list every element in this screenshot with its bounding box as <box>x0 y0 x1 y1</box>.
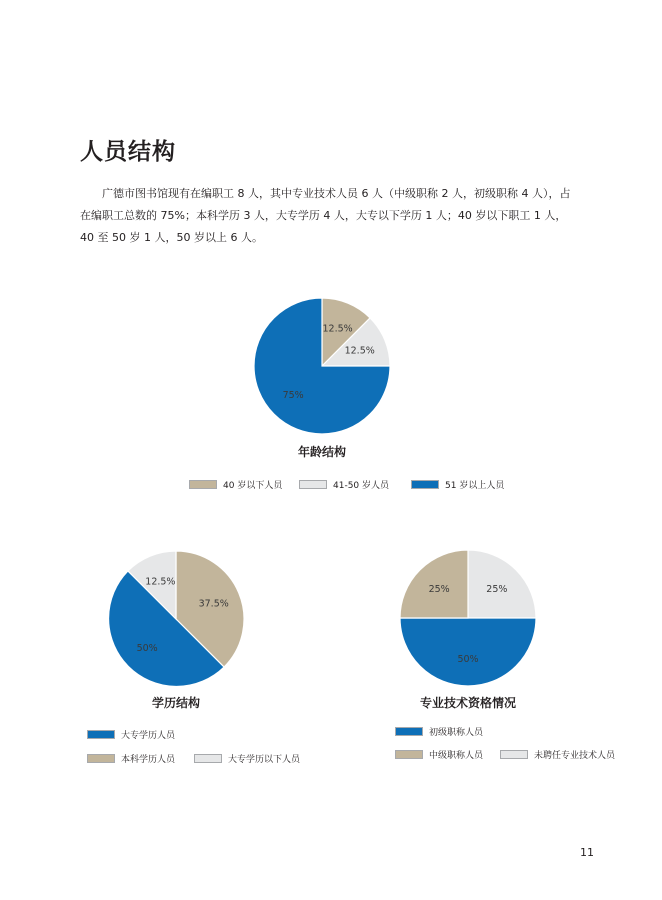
legend-item-bachelor <box>87 752 175 765</box>
legend-item-age-41-50 <box>299 478 389 491</box>
legend-swatch <box>395 727 423 736</box>
pie-slice-label: 50% <box>136 642 158 654</box>
age-structure-pie <box>252 296 392 436</box>
education-structure-pie <box>106 549 246 689</box>
legend-label: 初级职称人员 <box>429 728 484 738</box>
pie-slice-label: 75% <box>282 389 304 401</box>
intro-text: 广德市图书馆现有在编职工 8 人，其中专业技术人员 6 人（中级职称 2 人，初级职称 4 人），占在编职工总数的 75%；本科学历 3 人，大专学历 4 人，大专以下学历 1 人；40 岁以下职工 1 人，40 至 50 岁 1 人，50 岁以上 6 人。 <box>80 187 571 244</box>
legend-item-unappointed <box>500 748 615 761</box>
education-structure-title: 学历结构 <box>151 696 200 710</box>
legend-swatch <box>189 480 217 489</box>
qualification-title: 专业技术资格情况 <box>419 696 516 710</box>
pie-slice <box>400 618 536 686</box>
qualification-pie <box>398 548 538 688</box>
legend-swatch <box>395 750 423 759</box>
legend-item-middle-title <box>395 748 483 761</box>
pie-slice-label: 12.5% <box>145 576 176 588</box>
legend-label: 中级职称人员 <box>429 751 484 761</box>
legend-label: 41-50 岁人员 <box>333 481 390 491</box>
pie-slice-label: 12.5% <box>322 323 353 335</box>
pie-slice-label: 25% <box>428 584 450 596</box>
pie-slice-label: 12.5% <box>344 345 375 357</box>
legend-swatch <box>194 754 222 763</box>
age-structure-title: 年龄结构 <box>297 445 346 459</box>
legend-item-age-under-40 <box>189 478 282 491</box>
page-heading: 人员结构 <box>80 139 176 165</box>
intro-paragraph <box>80 183 580 249</box>
legend-item-college <box>87 728 175 741</box>
legend-swatch <box>411 480 439 489</box>
legend-item-junior-title <box>395 725 483 738</box>
legend-swatch <box>87 754 115 763</box>
pie-slice-label: 25% <box>486 584 508 596</box>
legend-item-below-college <box>194 752 300 765</box>
legend-item-age-over-51 <box>411 478 504 491</box>
page-number: 11 <box>580 846 594 859</box>
pie-slice-label: 37.5% <box>198 598 229 610</box>
legend-label: 大专学历以下人员 <box>228 755 301 765</box>
legend-label: 大专学历人员 <box>121 731 176 741</box>
legend-swatch <box>299 480 327 489</box>
legend-swatch <box>500 750 528 759</box>
pie-slice-label: 50% <box>457 653 479 665</box>
legend-label: 51 岁以上人员 <box>445 481 505 491</box>
legend-label: 未聘任专业技术人员 <box>534 751 616 761</box>
legend-label: 40 岁以下人员 <box>223 481 283 491</box>
legend-swatch <box>87 730 115 739</box>
legend-label: 本科学历人员 <box>121 755 176 765</box>
